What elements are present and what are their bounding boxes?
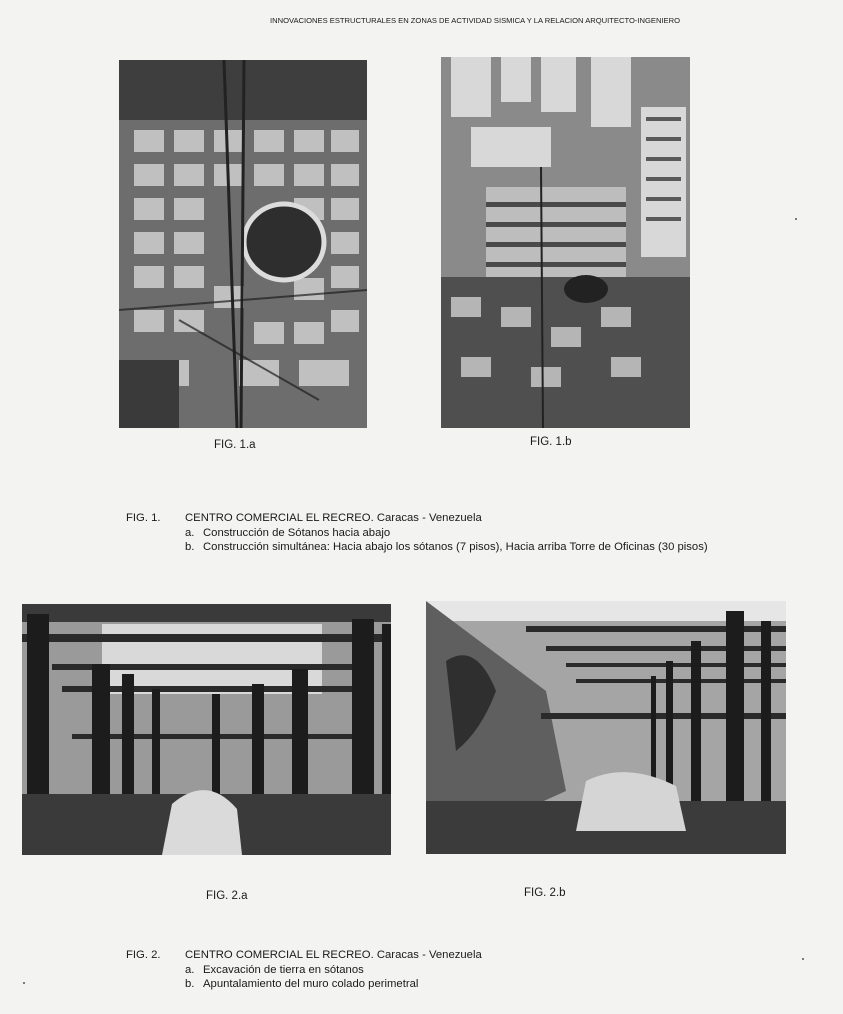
photo-fig-2b bbox=[426, 601, 786, 854]
scan-speck bbox=[795, 218, 797, 220]
photo-fig-1a bbox=[119, 60, 367, 428]
item-text: Apuntalamiento del muro colado perimetral bbox=[203, 978, 419, 990]
item-letter: a. bbox=[185, 963, 195, 976]
item-letter: b. bbox=[185, 541, 195, 553]
caption-title: CENTRO COMERCIAL EL RECREO. Caracas - Venezuela bbox=[185, 949, 482, 961]
fig-1a-label: FIG. 1.a bbox=[214, 439, 256, 451]
caption-item bbox=[185, 977, 715, 992]
caption-title: CENTRO COMERCIAL EL RECREO. Caracas - Venezuela bbox=[185, 512, 482, 524]
fig-2b-label: FIG. 2.b bbox=[524, 887, 566, 899]
caption-item bbox=[185, 526, 715, 541]
caption-item bbox=[185, 963, 715, 978]
photo-fig-1b bbox=[441, 57, 690, 428]
caption-number: FIG. 1. bbox=[126, 512, 161, 524]
caption-number: FIG. 2. bbox=[126, 949, 161, 961]
fig-2-caption bbox=[126, 948, 726, 998]
item-letter: a. bbox=[185, 526, 195, 539]
photo-fig-2a bbox=[22, 604, 391, 855]
item-letter: b. bbox=[185, 978, 195, 990]
item-text: Excavación de tierra en sótanos bbox=[203, 963, 364, 976]
scan-speck bbox=[802, 958, 804, 960]
fig-1-caption bbox=[126, 511, 726, 571]
item-text: Construcción simultánea: Hacia abajo los sótanos (7 pisos), Hacia arriba Torre de Oficinas (30 pisos) bbox=[203, 541, 708, 553]
fig-1b-label: FIG. 1.b bbox=[530, 436, 572, 448]
scan-speck bbox=[23, 982, 25, 984]
fig-2a-label: FIG. 2.a bbox=[206, 890, 248, 902]
caption-item bbox=[185, 540, 715, 555]
item-text: Construcción de Sótanos hacia abajo bbox=[203, 526, 391, 539]
running-header: INNOVACIONES ESTRUCTURALES EN ZONAS DE ACTIVIDAD SISMICA Y LA RELACION ARQUITECTO-INGENIERO bbox=[270, 16, 681, 25]
